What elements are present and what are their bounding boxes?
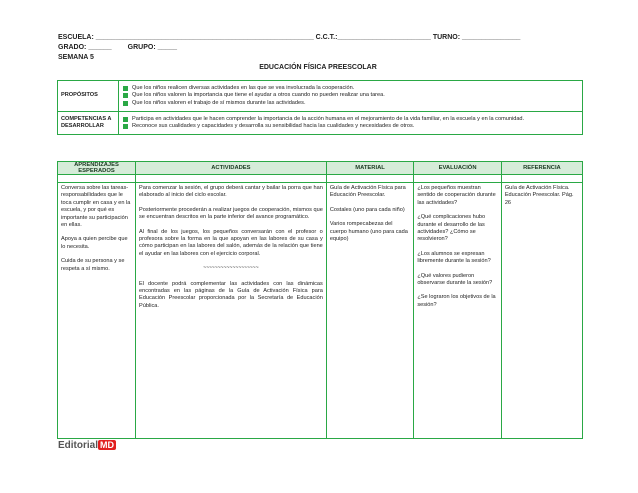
competencies-row	[58, 112, 583, 135]
logo-text: Editorial	[58, 440, 99, 451]
header-referencia: REFERENCIA	[501, 162, 582, 175]
list-item	[122, 116, 579, 123]
material-text: Varios rompecabezas del cuerpo humano (uno para cada equipo)	[329, 221, 408, 243]
aprendizajes-cell	[58, 183, 136, 439]
actividades-cell	[136, 183, 327, 439]
material-text: Costales (uno para cada niño)	[329, 206, 405, 213]
evaluacion-text: ¿Los pequeños muestran sentido de cooperación durante las actividades?	[417, 185, 496, 206]
competencies-list	[122, 116, 579, 130]
evaluacion-text: ¿Qué complicaciones hubo durante el desarrollo de las actividades? ¿Cómo se resolvieron?	[417, 214, 486, 243]
bullet-square-icon	[123, 86, 128, 91]
table-header-row	[58, 162, 583, 175]
list-item-text: Que los niños valoren la importancia que tiene el ayudar a otros cuando no pueden realizar una tarea.	[132, 92, 385, 99]
escuela-line: ESCUELA: ________________________________________________________ C.C.T.:________________________ TURNO: _______________	[58, 34, 521, 41]
purposes-table	[57, 80, 583, 135]
header-material: MATERIAL	[326, 162, 414, 175]
list-item	[122, 92, 579, 99]
evaluacion-text: ¿Qué valores pudieron observarse durante la sesión?	[417, 272, 493, 287]
actividad-text: Posteriormente procederán a realizar juegos de cooperación, mismos que se encuentran descritos en la parte inferior del avance programático.	[139, 206, 323, 221]
material-text: Guía de Activación Física para Educación Preescolar.	[329, 185, 406, 199]
purposes-row	[58, 81, 583, 112]
page-title: EDUCACIÓN FÍSICA PREESCOLAR	[259, 64, 377, 71]
referencia-cell	[501, 183, 582, 439]
bullet-square-icon	[123, 101, 128, 106]
list-item	[122, 100, 579, 107]
bullet-square-icon	[123, 117, 128, 122]
header-aprendizajes: APRENDIZAJES ESPERADOS	[58, 162, 136, 175]
list-item	[122, 123, 579, 130]
grado-grupo-line	[58, 43, 578, 53]
spacer-row	[58, 175, 583, 183]
material-cell	[326, 183, 414, 439]
evaluacion-text: ¿Se lograron los objetivos de la sesión?	[417, 294, 496, 308]
list-item-text: Que los niños valoren el trabajo de sí mismos durante las actividades.	[132, 99, 306, 106]
bullet-square-icon	[123, 124, 128, 129]
aprendizaje-text: Cuida de su persona y se respeta a sí mismo.	[61, 258, 125, 272]
bullet-square-icon	[123, 93, 128, 98]
aprendizaje-text: Conversa sobre las tareas-responsabilidades que le toca cumplir en casa y en la escuela, y por qué es importante su participación en ellas.	[61, 185, 131, 229]
competencies-label: COMPETENCIAS A DESARROLLAR	[58, 112, 119, 135]
aprendizaje-text: Apoya a quien percibe que lo necesita.	[61, 236, 128, 250]
header-evaluacion: EVALUACIÓN	[414, 162, 502, 175]
evaluacion-text: ¿Los alumnos se expresan libremente durante la sesión?	[417, 250, 491, 265]
document-header	[58, 33, 578, 73]
purposes-label: PROPÓSITOS	[58, 81, 119, 112]
semana-line: SEMANA 5	[58, 54, 94, 61]
evaluacion-cell	[414, 183, 502, 439]
editorial-logo	[58, 440, 116, 460]
actividad-text: Para comenzar la sesión, el grupo deberá cantar y bailar la porra que han elaborado al inicio del ciclo escolar.	[139, 185, 323, 199]
separator-line: ~~~~~~~~~~~~~~~~~~~	[203, 265, 259, 272]
purposes-list	[122, 85, 579, 107]
logo-badge: MD	[100, 440, 115, 450]
list-item-text: Que los niños realicen diversas actividades en las que se vea involucrada la cooperación.	[132, 85, 355, 92]
list-item-text: Reconoce sus cualidades y capacidades y desarrolla su sensibilidad hacia las cualidades y necesidades de otros.	[132, 123, 415, 129]
actividad-text: El docente podrá complementar las actividades con las dinámicas encontradas en las páginas de la Guía de Activación Física para Educación Preescolar proporcionada por la Secretaría de Educación Pública.	[139, 280, 323, 309]
competencies-content	[119, 112, 583, 135]
referencia-text: Guía de Activación Física. Educación Preescolar. Pág. 26	[504, 185, 574, 206]
list-item	[122, 85, 579, 92]
content-row	[58, 183, 583, 439]
actividad-text: Al final de los juegos, los pequeños conversarán con el profesor o profesora sobre la forma en la que apoyan en las labores de su casa y cómo participan en las labores del salón, además de la relación que tiene el ayudar en las labores con el ejercicio corporal.	[139, 228, 323, 257]
planning-table	[57, 161, 583, 439]
list-item-text: Participa en actividades que le hacen comprender la importancia de la acción humana en el mejoramiento de la vida familiar, en la escuela y en la comunidad.	[132, 115, 525, 122]
header-actividades: ACTIVIDADES	[136, 162, 327, 175]
purposes-content	[119, 81, 583, 112]
grupo-field: GRUPO: _____	[127, 44, 178, 51]
grado-field: GRADO: ______	[58, 44, 112, 51]
